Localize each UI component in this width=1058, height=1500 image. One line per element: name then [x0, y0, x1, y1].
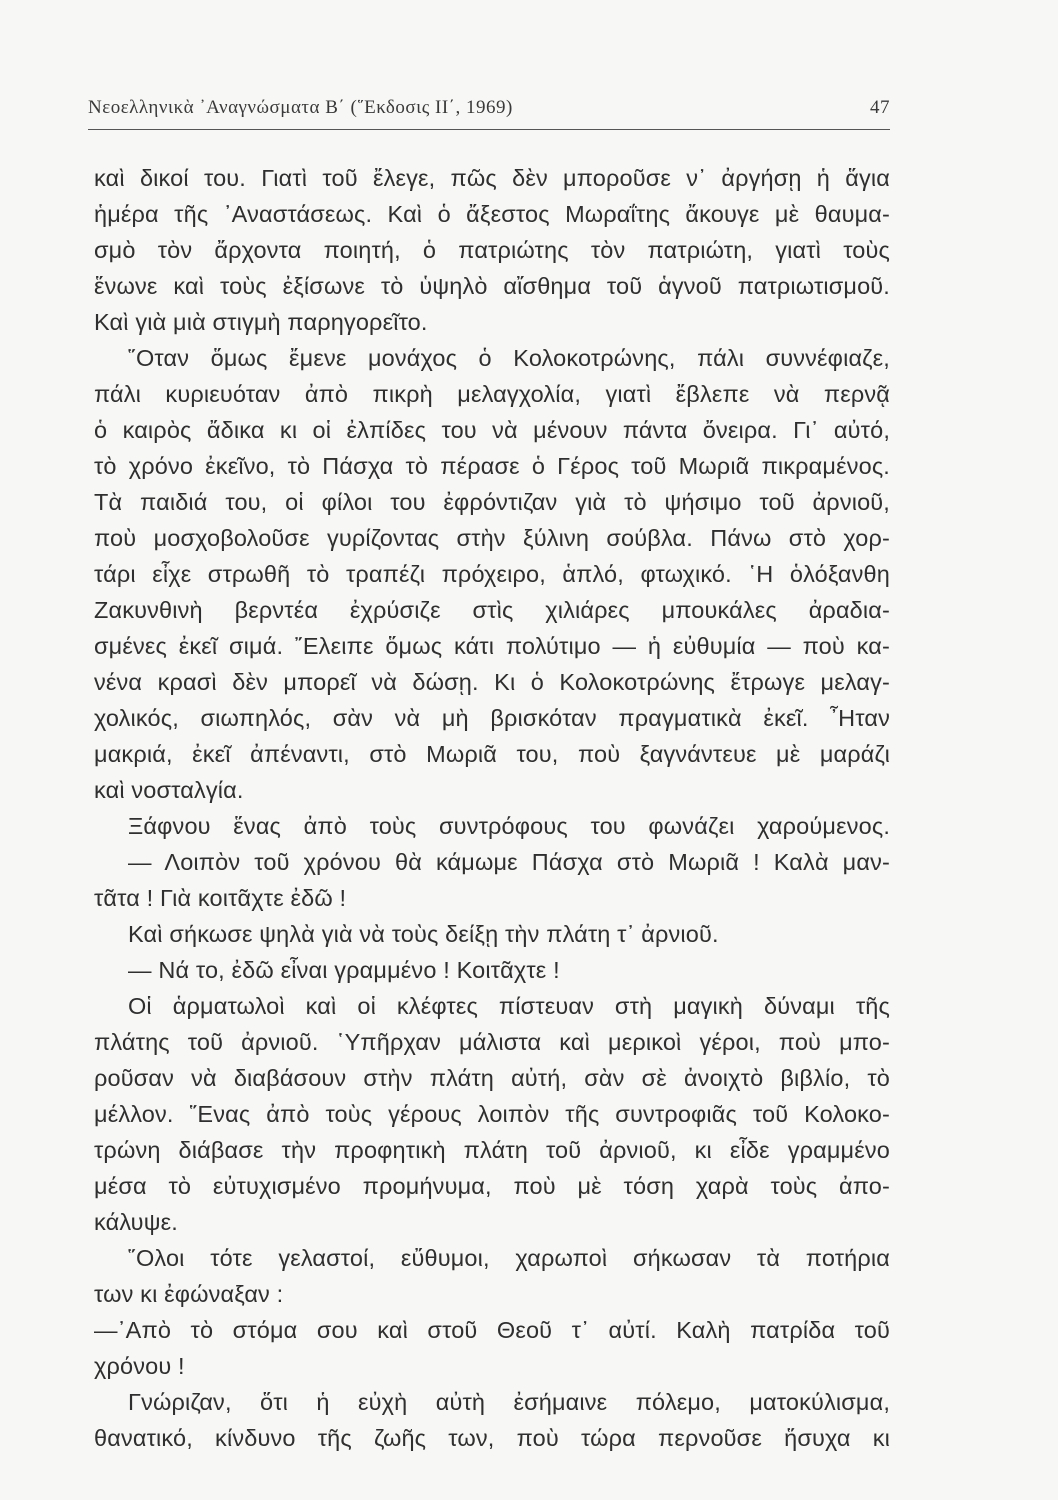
text-line: —᾿Απὸ τὸ στόμα σου καὶ στοῦ Θεοῦ τ᾿ αὐτί. Καλὴ πατρίδα τοῦ: [94, 1317, 890, 1343]
text-line: Ζακυνθινὴ βερντέα ἐχρύσιζε στὶς χιλιάρες μπουκάλες ἀραδια-: [94, 597, 890, 623]
text-line: χολικός, σιωπηλός, σὰν νὰ μὴ βρισκόταν πραγματικὰ ἐκεῖ. ῏Ηταν: [94, 705, 890, 731]
text-line: — Λοιπὸν τοῦ χρόνου θὰ κάμωμε Πάσχα στὸ Μωριᾶ ! Καλὰ μαν-: [128, 849, 890, 875]
text-line: ἡμέρα τῆς ᾿Αναστάσεως. Καὶ ὁ ἄξεστος Μωραΐτης ἄκουγε μὲ θαυμα-: [94, 201, 890, 227]
text-line: τὸ χρόνο ἐκεῖνο, τὸ Πάσχα τὸ πέρασε ὁ Γέρος τοῦ Μωριᾶ πικραμένος.: [94, 453, 890, 479]
text-line: νένα κρασὶ δὲν μπορεῖ νὰ δώσῃ. Κι ὁ Κολοκοτρώνης ἔτρωγε μελαγ-: [94, 669, 890, 695]
text-line: μέλλον. ῞Ενας ἀπὸ τοὺς γέρους λοιπὸν τῆς συντροφιᾶς τοῦ Κολοκο-: [94, 1101, 890, 1127]
text-line: θανατικό, κίνδυνο τῆς ζωῆς των, ποὺ τώρα περνοῦσε ἥσυχα κι: [94, 1425, 890, 1451]
text-line: πάλι κυριευόταν ἀπὸ πικρὴ μελαγχολία, γιατὶ ἔβλεπε νὰ περνᾷ: [94, 381, 890, 407]
text-line: κάλυψε.: [94, 1209, 178, 1235]
text-line: ποὺ μοσχοβολοῦσε γυρίζοντας στὴν ξύλινη σούβλα. Πάνω στὸ χορ-: [94, 525, 890, 551]
text-line: καὶ δικοί του. Γιατὶ τοῦ ἔλεγε, πῶς δὲν μποροῦσε ν᾿ ἀργήσῃ ἡ ἅγια: [94, 165, 890, 191]
text-line: μέσα τὸ εὐτυχισμένο προμήνυμα, ποὺ μὲ τόση χαρὰ τοὺς ἀπο-: [94, 1173, 890, 1199]
text-line: χρόνου !: [94, 1353, 185, 1379]
text-line: Ξάφνου ἕνας ἀπὸ τοὺς συντρόφους του φωνάζει χαρούμενος.: [128, 813, 890, 839]
text-line: καὶ νοσταλγία.: [94, 777, 244, 803]
body-text: [94, 160, 890, 1456]
text-line: ῞Ολοι τότε γελαστοί, εὔθυμοι, χαρωποὶ σήκωσαν τὰ ποτήρια: [128, 1245, 890, 1271]
running-head: [88, 97, 890, 119]
text-line: των κι ἐφώναξαν :: [94, 1281, 284, 1307]
text-line: Γνώριζαν, ὅτι ἡ εὐχὴ αὐτὴ ἐσήμαινε πόλεμο, ματοκύλισμα,: [128, 1389, 890, 1415]
text-line: Τὰ παιδιά του, οἱ φίλοι του ἐφρόντιζαν γιὰ τὸ ψήσιμο τοῦ ἀρνιοῦ,: [94, 489, 890, 515]
text-line: ὁ καιρὸς ἄδικα κι οἱ ἐλπίδες του νὰ μένουν πάντα ὄνειρα. Γι᾿ αὐτό,: [94, 417, 890, 443]
text-line: τρώνη διάβασε τὴν προφητικὴ πλάτη τοῦ ἀρνιοῦ, κι εἶδε γραμμένο: [94, 1137, 890, 1163]
text-line: Καὶ γιὰ μιὰ στιγμὴ παρηγορεῖτο.: [94, 309, 428, 335]
text-line: ροῦσαν νὰ διαβάσουν στὴν πλάτη αὐτή, σὰν σὲ ἀνοιχτὸ βιβλίο, τὸ: [94, 1065, 890, 1091]
text-line: τᾶτα ! Γιὰ κοιτᾶχτε ἐδῶ !: [94, 885, 347, 911]
running-head-title: Νεοελληνικὰ ᾿Αναγνώσματα Β΄ (῞Εκδοσις ΙΙ΄, 1969): [88, 97, 513, 118]
text-line: σμένες ἐκεῖ σιμά. ῎Ελειπε ὅμως κάτι πολύτιμο — ἡ εὐθυμία — ποὺ κα-: [94, 633, 890, 659]
text-line: — Νά το, ἐδῶ εἶναι γραμμένο ! Κοιτᾶχτε !: [128, 957, 560, 983]
text-line: πλάτης τοῦ ἀρνιοῦ. ῾Υπῆρχαν μάλιστα καὶ μερικοὶ γέροι, ποὺ μπο-: [94, 1029, 890, 1055]
text-line: Οἱ ἁρματωλοὶ καὶ οἱ κλέφτες πίστευαν στὴ μαγικὴ δύναμι τῆς: [128, 993, 890, 1019]
header-rule: [88, 129, 890, 130]
page-number: 47: [870, 97, 890, 118]
text-line: σμὸ τὸν ἄρχοντα ποιητή, ὁ πατριώτης τὸν πατριώτη, γιατὶ τοὺς: [94, 237, 890, 263]
text-line: ἕνωνε καὶ τοὺς ἐξίσωνε τὸ ὑψηλὸ αἴσθημα τοῦ ἁγνοῦ πατριωτισμοῦ.: [94, 273, 890, 299]
text-line: τάρι εἶχε στρωθῆ τὸ τραπέζι πρόχειρο, ἁπλό, φτωχικό. ῾Η ὁλόξανθη: [94, 561, 890, 587]
text-line: μακριά, ἐκεῖ ἀπέναντι, στὸ Μωριᾶ του, ποὺ ξαγνάντευε μὲ μαράζι: [94, 741, 890, 767]
text-line: Καὶ σήκωσε ψηλὰ γιὰ νὰ τοὺς δείξῃ τὴν πλάτη τ᾿ ἀρνιοῦ.: [128, 921, 719, 947]
text-line: ῞Οταν ὅμως ἔμενε μονάχος ὁ Κολοκοτρώνης, πάλι συννέφιαζε,: [128, 345, 890, 371]
